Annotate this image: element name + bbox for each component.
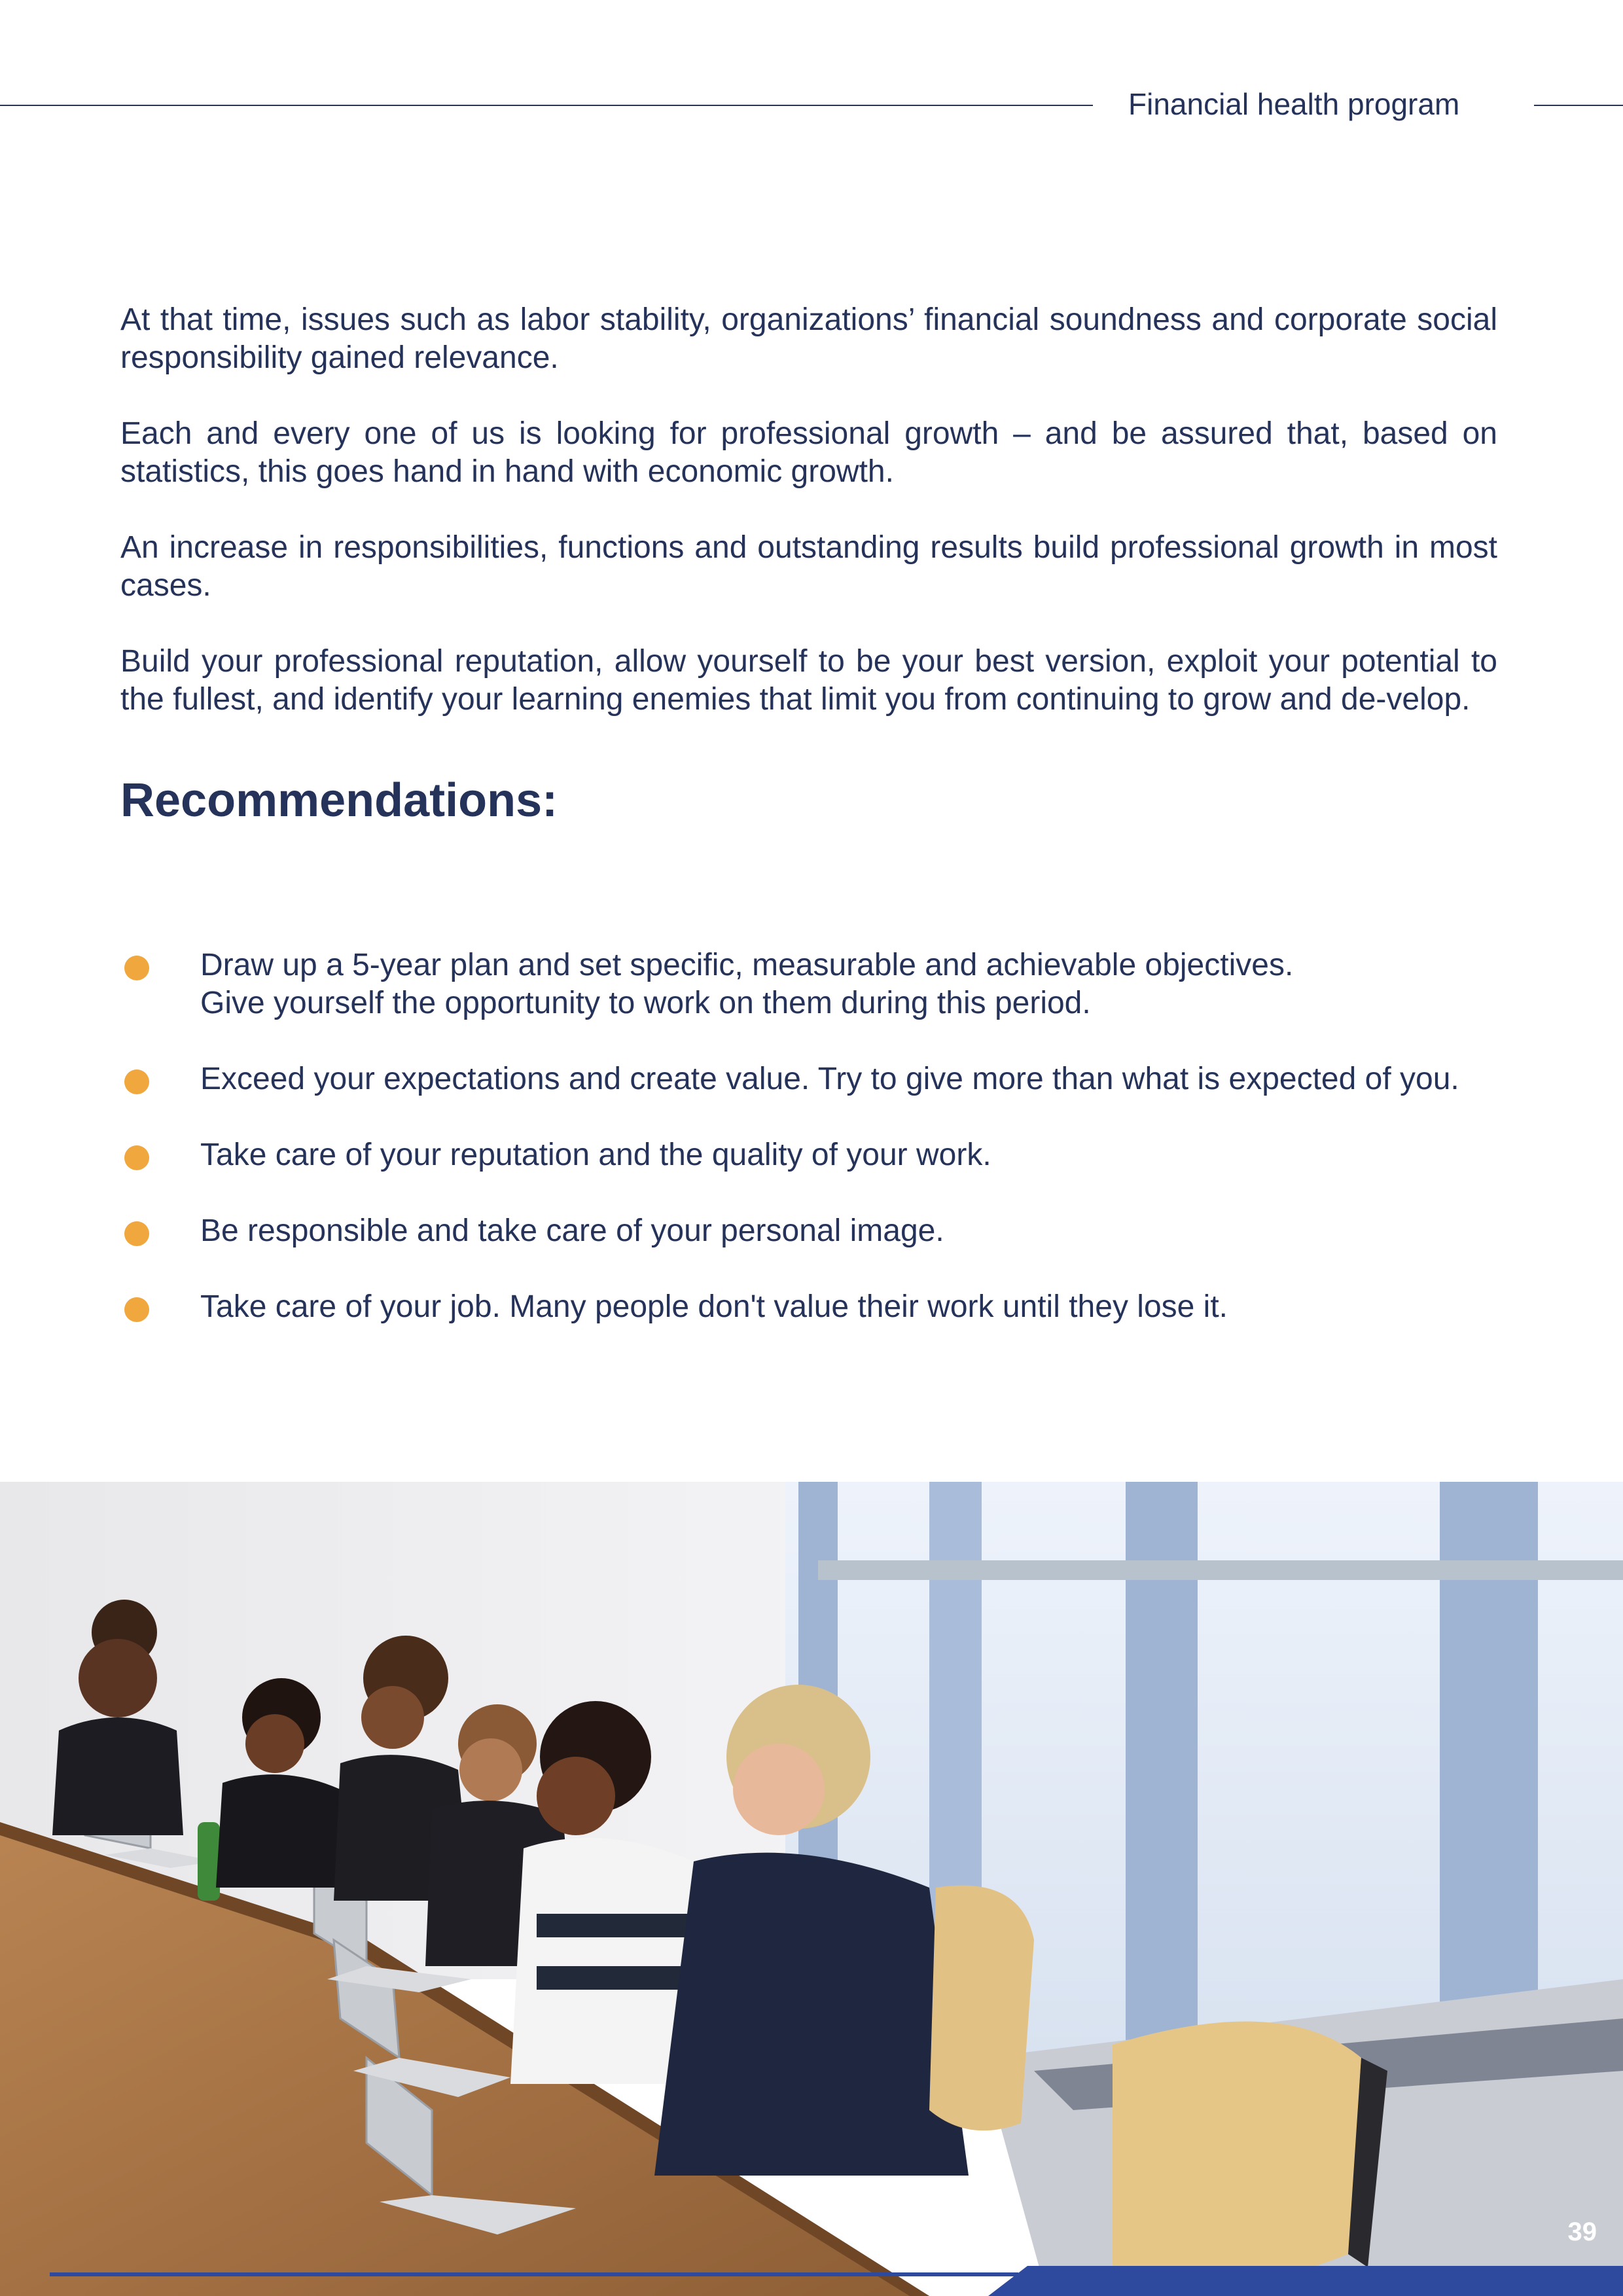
list-item (120, 946, 1573, 1022)
bullet-dot-icon (124, 1297, 149, 1322)
bullet-dot-icon (124, 1145, 149, 1170)
list-item-text: Draw up a 5-year plan and set specific, measurable and achievable objectives. (200, 948, 1294, 982)
list-item-text: Exceed your expectations and create value. Try to give more than what is expected of you. (200, 1062, 1459, 1096)
paragraph: Build your professional reputation, allow yourself to be your best version, exploit your potential to the fullest, and identify your learning enemies that limit you from continuing to grow and de-velop. (120, 644, 1497, 717)
running-header: Financial health program (1128, 87, 1460, 121)
page-body (120, 301, 1497, 830)
list-item (120, 1136, 1573, 1174)
bullet-dot-icon (124, 1069, 149, 1094)
list-item (120, 1212, 1573, 1250)
bullet-dot-icon (124, 1221, 149, 1246)
footer-accent-band (988, 2266, 1623, 2296)
paragraph: At that time, issues such as labor stability, organizations’ financial soundness and corporate social responsibility gained relevance. (120, 302, 1497, 375)
list-item-text: Take care of your reputation and the quality of your work. (200, 1138, 991, 1172)
meeting-photo (0, 1482, 1623, 2296)
paragraph: Each and every one of us is looking for professional growth – and be assured that, based on statistics, this goes hand in hand with economic growth. (120, 416, 1497, 489)
recommendations-heading: Recommendations: (120, 774, 558, 827)
paragraph: An increase in responsibilities, functions and outstanding results build professional growth in most cases. (120, 530, 1497, 603)
list-item-text: Be responsible and take care of your personal image. (200, 1213, 944, 1248)
header-divider-right (1534, 105, 1623, 106)
list-item (120, 1060, 1573, 1098)
header-divider-left (0, 105, 1093, 106)
list-item-text: Give yourself the opportunity to work on them during this period. (200, 986, 1091, 1020)
recommendations-list (120, 946, 1573, 1364)
page-number: 39 (1567, 2217, 1597, 2246)
bullet-dot-icon (124, 956, 149, 980)
list-item-text: Take care of your job. Many people don't value their work until they lose it. (200, 1289, 1228, 1324)
footer-divider (50, 2272, 1018, 2276)
list-item (120, 1288, 1573, 1326)
